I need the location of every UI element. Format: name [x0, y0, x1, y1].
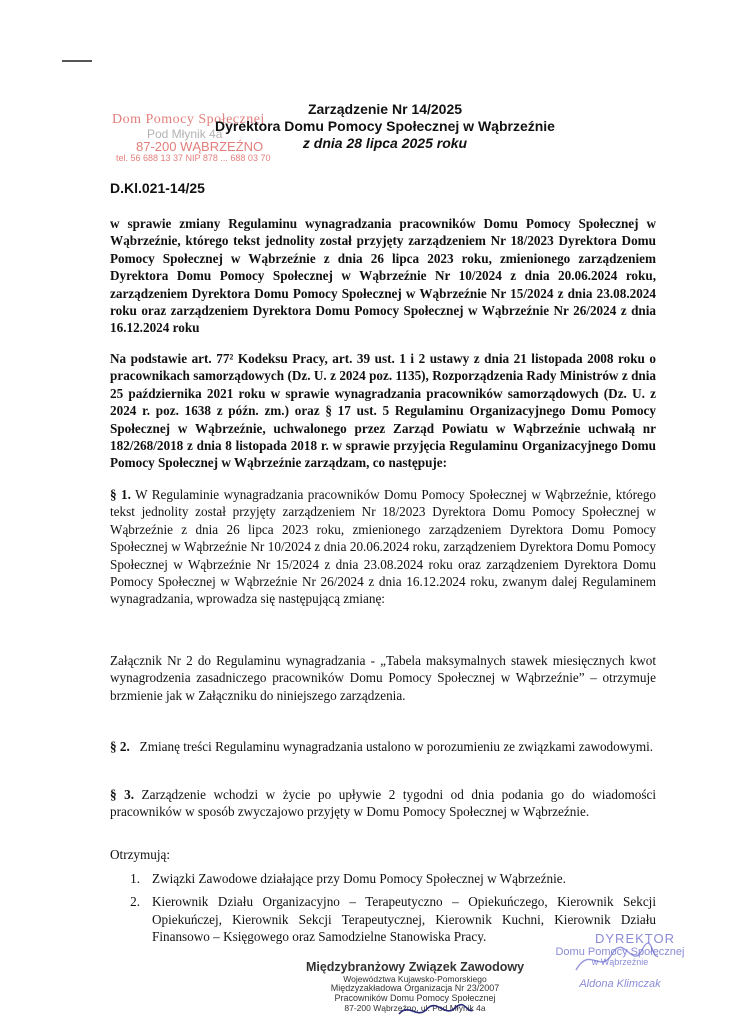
- section-3-label: § 3.: [110, 787, 135, 802]
- reference-number: D.Kl.021-14/25: [110, 180, 205, 196]
- list-item-text: Związki Zawodowe działające przy Domu Pomocy Społecznej w Wąbrzeźnie.: [152, 871, 566, 886]
- union-signature: [395, 1000, 475, 1022]
- union-stamp-line-3: Międzyzakładowa Organizacja Nr 23/2007: [330, 983, 500, 994]
- section-2-label: § 2.: [110, 739, 130, 754]
- director-stamp-name: Aldona Klimczak: [579, 978, 661, 991]
- union-stamp-line-2: Województwa Kujawsko-Pomorskiego: [343, 973, 487, 984]
- section-2: [110, 738, 656, 755]
- section-1-text: W Regulaminie wynagradzania pracowników Domu Pomocy Społecznej w Wąbrzeźnie, którego tekst jednolity został przyjęty zarządzeniem Nr 18/2023 Dyrektora Domu Pomocy Społecznej w Wąbrzeźnie z dnia 26 lipca 2023 roku, zmienionego zarządzeniem Dyrektora Domu Pomocy Społecznej w Wąbrzeźnie Nr 10/2024 z dnia 20.06.2024 roku, zarządzeniem Dyrektora Domu Pomocy Społecznej w Wąbrzeźnie Nr 15/2024 z dnia 23.08.2024 roku oraz zarządzeniem Dyrektora Domu Pomocy Społecznej w Wąbrzeźnie Nr 26/2024 z dnia 16.12.2024 roku, zwanym dalej Regulaminem wynagradzania, wprowadza się następującą zmianę:: [110, 487, 657, 607]
- annex-paragraph: Załącznik Nr 2 do Regulaminu wynagradzania - „Tabela maksymalnych stawek miesięcznych kwot wynagrodzenia zasadniczego pracowników Domu Pomocy Społecznej w Wąbrzeźnie” – otrzymuje brzmienie jak w Załączniku do niniejszego zarządzenia.: [110, 653, 656, 703]
- stamp-line-3: 87-200 WĄBRZEŹNO: [136, 139, 264, 155]
- list-item-number: 2.: [130, 894, 140, 910]
- section-2-text: Zmianę treści Regulaminu wynagradzania ustalono w porozumieniu ze związkami zawodowymi.: [139, 739, 654, 754]
- list-item-text: Kierownik Działu Organizacyjno – Terapeutyczno – Opiekuńczego, Kierownik Sekcji Opiekuńczej, Kierownik Sekcji Terapeutycznej, Kierownik Kuchni, Kierownik Działu Finansowo – Księgowego oraz Samodzielne Stanowiska Pracy.: [152, 894, 656, 945]
- section-3-text: Zarządzenie wchodzi w życie po upływie 2 tygodni od dnia podania go do wiadomości pracowników w sposób zwyczajowo przyjęty w Domu Pomocy Społecznej w Wąbrzeźnie.: [110, 787, 657, 820]
- list-item: [110, 870, 656, 887]
- stamp-line-2: Pod Młynik 4a: [147, 126, 223, 141]
- director-stamp-title: DYREKTOR: [595, 931, 675, 946]
- section-1: [110, 486, 656, 608]
- corner-mark: [62, 60, 92, 62]
- document-subtitle: Dyrektora Domu Pomocy Społecznej w Wąbrzeźnie: [215, 118, 555, 134]
- union-stamp-line-4: Pracowników Domu Pomocy Społecznej: [334, 992, 496, 1003]
- director-stamp-line-2: Domu Pomocy Społecznej: [555, 946, 685, 959]
- list-item-number: 1.: [130, 871, 140, 886]
- legal-basis-paragraph: Na podstawie art. 77² Kodeksu Pracy, art. 39 ust. 1 i 2 ustawy z dnia 21 listopada 2008 roku o pracownikach samorządowych (Dz. U. z 2024 poz. 1135), Rozporządzenia Rady Ministrów z dnia 25 października 2021 roku w sprawie wynagradzania pracowników samorządowych (Dz. U. z 2024 r. poz. 1638 z późn. zm.) oraz § 17 ust. 5 Regulaminu Organizacyjnego Domu Pomocy Społecznej w Wąbrzeźnie, uchwalonego przez Zarząd Powiatu w Wąbrzeźnie uchwałą nr 182/268/2018 z dnia 8 listopada 2018 r. w sprawie przyjęcia Regulaminu Organizacyjnego Domu Pomocy Społecznej w Wąbrzeźnie zarządzam, co następuje:: [110, 351, 656, 471]
- document-title: Zarządzenie Nr 14/2025: [307, 101, 463, 117]
- stamp-line-4: tel. 56 688 13 37 NIP 878 ... 688 03 70: [116, 152, 271, 163]
- union-stamp-line-1: Międzybranżowy Związek Zawodowy: [305, 960, 525, 974]
- union-stamp-line-5: 87-200 Wąbrzeźno, ul. Pod Młynik 4a: [344, 1002, 486, 1013]
- stamp-line-1: Dom Pomocy Społecznej: [112, 112, 265, 127]
- subject-paragraph: w sprawie zmiany Regulaminu wynagradzania pracowników Domu Pomocy Społecznej w Wąbrzeźnie, którego tekst jednolity został przyjęty zarządzeniem Nr 18/2023 Dyrektora Domu Pomocy Społecznej w Wąbrzeźnie z dnia 26 lipca 2023 roku, zmienionego zarządzeniem Dyrektora Domu Pomocy Społecznej w Wąbrzeźnie Nr 10/2024 z dnia 20.06.2024 roku, zarządzeniem Dyrektora Domu Pomocy Społecznej w Wąbrzeźnie Nr 15/2024 z dnia 23.08.2024 roku oraz zarządzeniem Dyrektora Domu Pomocy Społecznej w Wąbrzeźnie Nr 26/2024 z dnia 16.12.2024 roku: [110, 216, 656, 336]
- director-stamp-line-3: w Wąbrzeźnie: [591, 957, 649, 968]
- recipients-heading: Otrzymują:: [110, 847, 171, 862]
- director-signature: [570, 940, 660, 980]
- section-3: [110, 786, 656, 821]
- document-header: [200, 101, 570, 152]
- section-1-label: § 1.: [110, 487, 131, 502]
- document-date: z dnia 28 lipca 2025 roku: [302, 135, 468, 151]
